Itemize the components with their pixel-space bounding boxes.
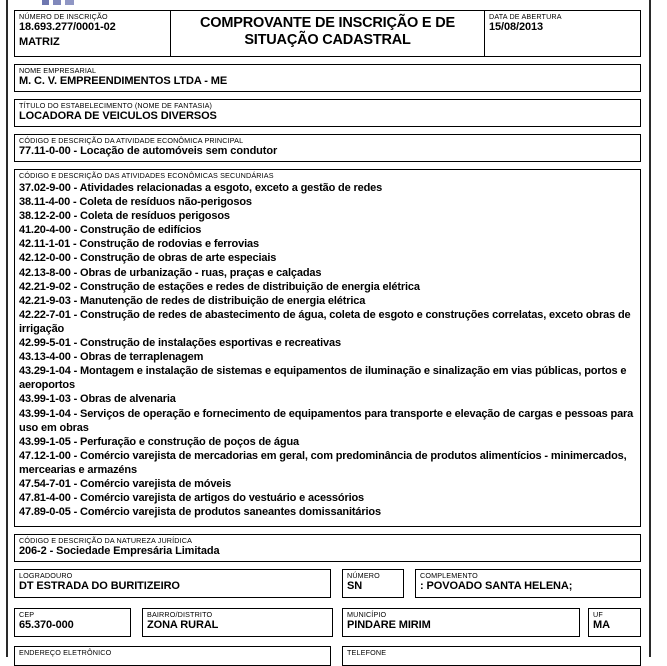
logradouro-label: LOGRADOURO (19, 571, 73, 580)
atividade-secundaria-item: 47.89-0-05 - Comércio varejista de produtos saneantes domissanitários (19, 506, 381, 519)
field-complemento (415, 569, 641, 598)
logradouro-value: DT ESTRADA DO BURITIZEIRO (19, 580, 180, 592)
endereco-eletronico-label: ENDEREÇO ELETRÔNICO (19, 648, 112, 657)
cep-value: 65.370-000 (19, 619, 74, 631)
field-numero-inscricao (15, 11, 171, 56)
atividade-secundaria-item: 47.81-4-00 - Comércio varejista de artigos do vestuário e acessórios (19, 492, 365, 505)
municipio-value: PINDARE MIRIM (347, 619, 431, 631)
field-atividade-principal (14, 134, 641, 162)
atividade-principal-label: CÓDIGO E DESCRIÇÃO DA ATIVIDADE ECONÔMICA PRINCIPAL (19, 136, 244, 145)
numero-inscricao-label: NÚMERO DE INSCRIÇÃO (19, 12, 108, 21)
atividade-secundaria-item: 42.13-8-00 - Obras de urbanização - ruas, praças e calçadas (19, 266, 322, 279)
atividade-secundaria-item: 42.21-9-02 - Construção de estações e redes de distribuição de energia elétrica (19, 280, 420, 293)
atividade-secundaria-item: 41.20-4-00 - Construção de edifícios (19, 224, 202, 237)
field-logradouro (14, 569, 331, 598)
atividade-secundaria-item: 42.21-9-03 - Manutenção de redes de distribuição de energia elétrica (19, 294, 366, 307)
field-bairro-distrito (142, 608, 333, 637)
field-telefone (342, 646, 641, 666)
field-nome-empresarial (14, 64, 641, 92)
atividades-secundarias-list (19, 181, 636, 519)
numero-label: NÚMERO (347, 571, 380, 580)
telefone-label: TELEFONE (347, 648, 387, 657)
field-data-abertura (485, 11, 640, 56)
document-header (14, 10, 641, 57)
atividade-secundaria-item: 43.13-4-00 - Obras de terraplenagem (19, 351, 204, 364)
atividade-principal-value: 77.11-0-00 - Locação de automóveis sem condutor (19, 145, 278, 157)
atividade-secundaria-item: 43.29-1-04 - Montagem e instalação de sistemas e equipamentos de iluminação e sinalização em vias públicas, portos e aeroportos (19, 365, 627, 392)
uf-label: UF (593, 610, 603, 619)
field-natureza-juridica (14, 534, 641, 562)
atividade-secundaria-item: 42.99-5-01 - Construção de instalações esportivas e recreativas (19, 337, 341, 350)
atividades-secundarias-label: CÓDIGO E DESCRIÇÃO DAS ATIVIDADES ECONÔMICAS SECUNDÁRIAS (19, 171, 274, 180)
field-cep (14, 608, 131, 637)
natureza-juridica-value: 206-2 - Sociedade Empresária Limitada (19, 545, 220, 557)
numero-value: SN (347, 580, 363, 592)
field-titulo-estabelecimento (14, 99, 641, 127)
atividade-secundaria-item: 38.12-2-00 - Coleta de resíduos perigosos (19, 210, 230, 223)
complemento-label: COMPLEMENTO (420, 571, 478, 580)
nome-empresarial-value: M. C. V. EMPREENDIMENTOS LTDA - ME (19, 75, 228, 87)
complemento-value: : POVOADO SANTA HELENA; (420, 580, 573, 592)
atividade-secundaria-item: 43.99-1-05 - Perfuração e construção de poços de água (19, 435, 299, 448)
atividade-secundaria-item: 42.12-0-00 - Construção de obras de arte especiais (19, 252, 277, 265)
field-atividades-secundarias (14, 169, 641, 527)
field-numero (342, 569, 404, 598)
data-abertura-label: DATA DE ABERTURA (489, 12, 562, 21)
bairro-distrito-value: ZONA RURAL (147, 619, 219, 631)
document-title (171, 11, 485, 56)
atividade-secundaria-item: 42.11-1-01 - Construção de rodovias e ferrovias (19, 238, 259, 251)
atividade-secundaria-item: 47.54-7-01 - Comércio varejista de móveis (19, 477, 232, 490)
field-uf (588, 608, 641, 637)
bairro-distrito-label: BAIRRO/DISTRITO (147, 610, 213, 619)
cep-label: CEP (19, 610, 35, 619)
atividade-secundaria-item: 43.99-1-04 - Serviços de operação e fornecimento de equipamentos para transporte e elevação de cargas e pessoas para uso em obras (19, 407, 634, 434)
titulo-estabelecimento-label: TÍTULO DO ESTABELECIMENTO (NOME DE FANTASIA) (19, 101, 213, 110)
atividade-secundaria-item: 38.11-4-00 - Coleta de resíduos não-perigosos (19, 196, 252, 209)
municipio-label: MUNICÍPIO (347, 610, 387, 619)
atividade-secundaria-item: 43.99-1-03 - Obras de alvenaria (19, 393, 176, 406)
inscricao-tipo-value: MATRIZ (19, 36, 60, 48)
field-endereco-eletronico (14, 646, 331, 666)
atividade-secundaria-item: 42.22-7-01 - Construção de redes de abastecimento de água, coleta de esgoto e construções correlatas, exceto obras de irrigação (19, 308, 631, 335)
data-abertura-value: 15/08/2013 (489, 21, 544, 33)
uf-value: MA (593, 619, 610, 631)
natureza-juridica-label: CÓDIGO E DESCRIÇÃO DA NATUREZA JURÍDICA (19, 536, 193, 545)
atividade-secundaria-item: 37.02-9-00 - Atividades relacionadas a esgoto, exceto a gestão de redes (19, 182, 383, 194)
atividade-secundaria-item: 47.12-1-00 - Comércio varejista de mercadorias em geral, com predominância de produtos alimentícios - minimercados, mercearias e armazéns (19, 449, 627, 476)
titulo-estabelecimento-value: LOCADORA DE VEICULOS DIVERSOS (19, 110, 217, 122)
document-title-text: COMPROVANTE DE INSCRIÇÃO E DE SITUAÇÃO CADASTRAL (200, 15, 455, 48)
field-municipio (342, 608, 580, 637)
numero-inscricao-value: 18.693.277/0001-02 (19, 21, 116, 33)
nome-empresarial-label: NOME EMPRESARIAL (19, 66, 97, 75)
